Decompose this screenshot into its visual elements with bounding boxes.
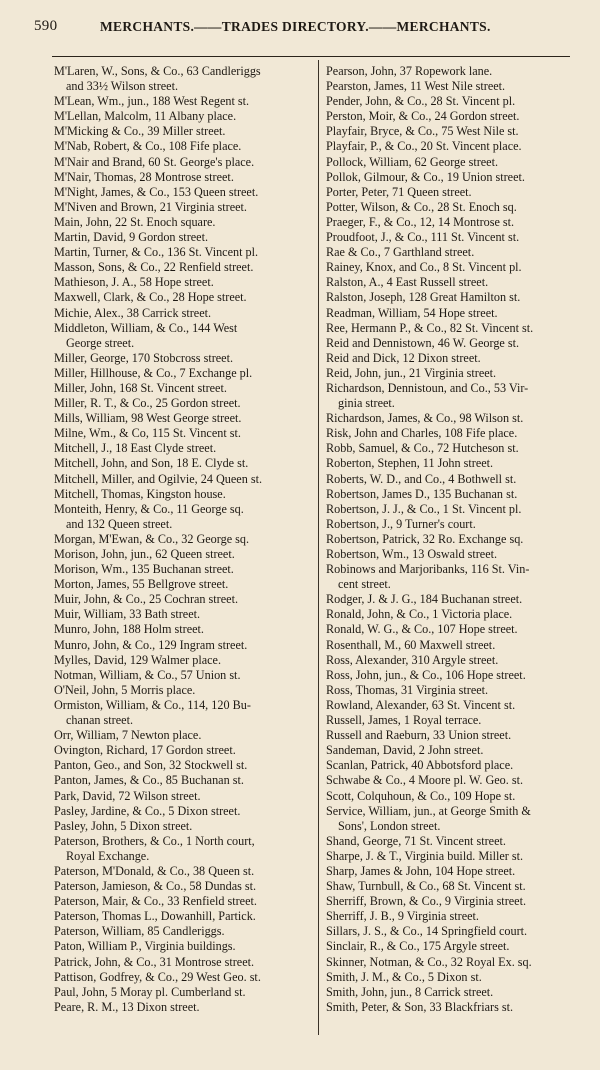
- directory-entry: Milne, Wm., & Co, 115 St. Vincent st.: [54, 426, 241, 441]
- directory-entry: Mitchell, John, and Son, 18 E. Clyde st.: [54, 456, 249, 471]
- directory-entry: Mitchell, Thomas, Kingston house.: [54, 486, 226, 501]
- directory-entry: Miller, Hillhouse, & Co., 7 Exchange pl.: [54, 365, 253, 380]
- directory-entry: Rodger, J. & J. G., 184 Buchanan street.: [326, 592, 523, 607]
- directory-entry: Pollok, Gilmour, & Co., 19 Union street.: [326, 169, 525, 184]
- directory-entry: Ross, John, jun., & Co., 106 Hope street.: [326, 667, 526, 682]
- directory-entry: Risk, John and Charles, 108 Fife place.: [326, 426, 518, 441]
- directory-entry: Rosenthall, M., 60 Maxwell street.: [326, 637, 496, 652]
- directory-entry: Smith, Peter, & Son, 33 Blackfriars st.: [326, 999, 514, 1014]
- directory-entry: Sillars, J. S., & Co., 14 Springfield court.: [326, 924, 528, 939]
- directory-entry: Pasley, Jardine, & Co., 5 Dixon street.: [54, 803, 241, 818]
- directory-entry: Smith, J. M., & Co., 5 Dixon st.: [326, 969, 482, 984]
- directory-entry: Maxwell, Clark, & Co., 28 Hope street.: [54, 290, 247, 305]
- directory-entry: M'Lean, Wm., jun., 188 West Regent st.: [54, 94, 250, 109]
- directory-entry: Sinclair, R., & Co., 175 Argyle street.: [326, 939, 510, 954]
- directory-entry: Scott, Colquhoun, & Co., 109 Hope st.: [326, 788, 516, 803]
- directory-entry: Patrick, John, & Co., 31 Montrose street.: [54, 954, 255, 969]
- directory-entry: Reid and Dick, 12 Dixon street.: [326, 350, 481, 365]
- directory-entry: Paterson, Brothers, & Co., 1 North court,: [54, 833, 255, 848]
- directory-entry: Paul, John, 5 Moray pl. Cumberland st.: [54, 984, 246, 999]
- directory-entry: Paton, William P., Virginia buildings.: [54, 939, 236, 954]
- directory-entry: Ross, Alexander, 310 Argyle street.: [326, 652, 499, 667]
- directory-entry: Playfair, Bryce, & Co., 75 West Nile st.: [326, 124, 519, 139]
- directory-entry: Robinows and Marjoribanks, 116 St. Vin-: [326, 562, 530, 577]
- directory-entry: Morison, John, jun., 62 Queen street.: [54, 547, 235, 561]
- directory-entry: Ovington, Richard, 17 Gordon street.: [54, 743, 236, 758]
- directory-entry: M'Lellan, Malcolm, 11 Albany place.: [54, 109, 237, 124]
- directory-entry: Richardson, Dennistoun, and Co., 53 Vir-: [326, 380, 529, 395]
- directory-entry: Paterson, Thomas L., Dowanhill, Partick.: [54, 909, 256, 924]
- directory-entry: ginia street.: [338, 396, 395, 411]
- directory-entry: Russell and Raeburn, 33 Union street.: [326, 728, 512, 743]
- directory-entry: Robertson, James D., 135 Buchanan st.: [326, 486, 518, 501]
- directory-entry: Pollock, William, 62 George street.: [326, 154, 499, 169]
- directory-entry: Roberton, Stephen, 11 John street.: [326, 456, 494, 471]
- directory-entry: George street.: [66, 335, 135, 350]
- directory-entry: Potter, Wilson, & Co., 28 St. Enoch sq.: [326, 199, 517, 214]
- directory-entry: Orr, William, 7 Newton place.: [54, 728, 202, 743]
- directory-entry: Readman, William, 54 Hope street.: [326, 305, 498, 320]
- directory-entry: Mitchell, J., 18 East Clyde street.: [54, 441, 217, 456]
- directory-entry: Smith, John, jun., 8 Carrick street.: [326, 984, 494, 999]
- directory-entry: Martin, David, 9 Gordon street.: [54, 230, 209, 245]
- directory-entry: Robb, Samuel, & Co., 72 Hutcheson st.: [326, 441, 519, 456]
- directory-entry: Robertson, J., 9 Turner's court.: [326, 516, 476, 531]
- directory-entry: Morgan, M'Ewan, & Co., 32 George sq.: [54, 531, 250, 546]
- directory-entry: Ross, Thomas, 31 Virginia street.: [326, 682, 489, 697]
- directory-entry: Reid and Dennistown, 46 W. George st.: [326, 335, 520, 350]
- directory-entry: Peare, R. M., 13 Dixon street.: [54, 999, 200, 1014]
- directory-entry: Sharpe, J. & T., Virginia build. Miller st.: [326, 848, 524, 863]
- directory-entry: Panton, Geo., and Son, 32 Stockwell st.: [54, 758, 248, 773]
- directory-entry: Ralston, Joseph, 128 Great Hamilton st.: [326, 290, 521, 305]
- column-divider: [318, 60, 319, 1035]
- directory-entry: M'Night, James, & Co., 153 Queen street.: [54, 184, 259, 199]
- directory-entry: Sons', London street.: [338, 818, 441, 833]
- directory-entry: Ree, Hermann P., & Co., 82 St. Vincent st.: [326, 320, 534, 335]
- directory-entry: M'Nair, Thomas, 28 Montrose street.: [54, 169, 234, 184]
- directory-entry: Robertson, Patrick, 32 Ro. Exchange sq.: [326, 531, 524, 546]
- page-number: 590: [34, 18, 58, 34]
- directory-entry: Mathieson, J. A., 58 Hope street.: [54, 275, 214, 290]
- directory-entry: Shand, George, 71 St. Vincent street.: [326, 833, 506, 848]
- header-rule: [52, 56, 570, 57]
- directory-entry: Mitchell, Miller, and Ogilvie, 24 Queen st.: [54, 471, 263, 486]
- directory-entry: Sharp, James & John, 104 Hope street.: [326, 863, 516, 878]
- directory-entry: Royal Exchange.: [66, 848, 150, 863]
- directory-entry: Rowland, Alexander, 63 St. Vincent st.: [326, 697, 516, 712]
- directory-entry: M'Micking & Co., 39 Miller street.: [54, 124, 226, 139]
- directory-entry: Morton, James, 55 Bellgrove street.: [54, 577, 229, 592]
- directory-entry: Main, John, 22 St. Enoch square.: [54, 214, 216, 229]
- directory-entry: Middleton, William, & Co., 144 West: [54, 320, 238, 335]
- directory-entry: Perston, Moir, & Co., 24 Gordon street.: [326, 109, 520, 124]
- directory-entry: Pearson, John, 37 Ropework lane.: [326, 64, 493, 78]
- directory-entry: Muir, John, & Co., 25 Cochran street.: [54, 592, 238, 607]
- directory-entry: Paterson, Mair, & Co., 33 Renfield street.: [54, 894, 257, 909]
- directory-entry: Ronald, John, & Co., 1 Victoria place.: [326, 607, 513, 622]
- directory-entry: M'Nab, Robert, & Co., 108 Fife place.: [54, 139, 242, 154]
- directory-entry: Miller, R. T., & Co., 25 Gordon street.: [54, 396, 241, 411]
- directory-entry: Miller, John, 168 St. Vincent street.: [54, 380, 227, 395]
- directory-entry: Martin, Turner, & Co., 136 St. Vincent pl.: [54, 245, 259, 260]
- directory-entry: Miller, George, 170 Stobcross street.: [54, 350, 234, 365]
- directory-entry: Ralston, A., 4 East Russell street.: [326, 275, 489, 290]
- directory-entry: Morison, Wm., 135 Buchanan street.: [54, 562, 234, 577]
- directory-entry: Pasley, John, 5 Dixon street.: [54, 818, 193, 833]
- page-header: [34, 18, 554, 46]
- directory-entry: Sherriff, Brown, & Co., 9 Virginia street.: [326, 894, 527, 909]
- directory-entry: Paterson, M'Donald, & Co., 38 Queen st.: [54, 863, 255, 878]
- directory-entry: Paterson, Jamieson, & Co., 58 Dundas st.: [54, 879, 257, 894]
- directory-entry: Muir, William, 33 Bath street.: [54, 607, 201, 622]
- directory-entry: M'Laren, W., Sons, & Co., 63 Candleriggs: [54, 64, 261, 78]
- right-column: [326, 64, 588, 1015]
- left-column: [54, 64, 316, 1015]
- directory-entry: Sandeman, David, 2 John street.: [326, 743, 484, 758]
- directory-entry: Notman, William, & Co., 57 Union st.: [54, 667, 241, 682]
- directory-entry: Mills, William, 98 West George street.: [54, 411, 242, 426]
- directory-entry: Playfair, P., & Co., 20 St. Vincent place.: [326, 139, 522, 154]
- directory-entry: Monteith, Henry, & Co., 11 George sq.: [54, 501, 244, 516]
- directory-entry: Richardson, James, & Co., 98 Wilson st.: [326, 411, 524, 426]
- directory-entry: Schwabe & Co., 4 Moore pl. W. Geo. st.: [326, 773, 524, 788]
- directory-entry: Paterson, William, 85 Candleriggs.: [54, 924, 225, 939]
- directory-entry: Park, David, 72 Wilson street.: [54, 788, 201, 803]
- directory-entry: Munro, John, & Co., 129 Ingram street.: [54, 637, 248, 652]
- directory-entry: Robertson, J. J., & Co., 1 St. Vincent pl.: [326, 501, 522, 516]
- directory-entry: Pattison, Godfrey, & Co., 29 West Geo. st.: [54, 969, 261, 984]
- directory-entry: Ormiston, William, & Co., 114, 120 Bu-: [54, 697, 251, 712]
- directory-entry: Robertson, Wm., 13 Oswald street.: [326, 547, 498, 561]
- directory-entry: Shaw, Turnbull, & Co., 68 St. Vincent st.: [326, 879, 526, 894]
- directory-entry: O'Neil, John, 5 Morris place.: [54, 682, 196, 697]
- directory-entry: Munro, John, 188 Holm street.: [54, 622, 204, 637]
- directory-entry: Pender, John, & Co., 28 St. Vincent pl.: [326, 94, 516, 109]
- directory-entry: Rainey, Knox, and Co., 8 St. Vincent pl.: [326, 260, 522, 275]
- directory-entry: M'Niven and Brown, 21 Virginia street.: [54, 199, 247, 214]
- directory-entry: Rae & Co., 7 Garthland street.: [326, 245, 475, 260]
- directory-entry: Skinner, Notman, & Co., 32 Royal Ex. sq.: [326, 954, 532, 969]
- directory-entry: Panton, James, & Co., 85 Buchanan st.: [54, 773, 244, 788]
- directory-entry: Pearston, James, 11 West Nile street.: [326, 79, 506, 94]
- directory-entry: Praeger, F., & Co., 12, 14 Montrose st.: [326, 214, 515, 229]
- directory-entry: Russell, James, 1 Royal terrace.: [326, 713, 482, 728]
- directory-entry: and 132 Queen street.: [66, 516, 173, 531]
- directory-entry: Mylles, David, 129 Walmer place.: [54, 652, 222, 667]
- directory-entry: Masson, Sons, & Co., 22 Renfield street.: [54, 260, 254, 275]
- directory-entry: chanan street.: [66, 713, 133, 728]
- directory-entry: and 33½ Wilson street.: [66, 79, 179, 94]
- directory-entry: Michie, Alex., 38 Carrick street.: [54, 305, 212, 320]
- directory-entry: Sherriff, J. B., 9 Virginia street.: [326, 909, 479, 924]
- directory-entry: Scanlan, Patrick, 40 Abbotsford place.: [326, 758, 514, 773]
- running-title: MERCHANTS.——TRADES DIRECTORY.——MERCHANTS.: [100, 19, 491, 34]
- directory-entry: Proudfoot, J., & Co., 111 St. Vincent st.: [326, 230, 520, 245]
- directory-entry: Service, William, jun., at George Smith &: [326, 803, 531, 818]
- directory-entry: M'Nair and Brand, 60 St. George's place.: [54, 154, 255, 169]
- directory-entry: Roberts, W. D., and Co., 4 Bothwell st.: [326, 471, 517, 486]
- directory-entry: Ronald, W. G., & Co., 107 Hope street.: [326, 622, 518, 637]
- directory-entry: Porter, Peter, 71 Queen street.: [326, 184, 472, 199]
- directory-entry: cent street.: [338, 577, 391, 592]
- directory-entry: Reid, John, jun., 21 Virginia street.: [326, 365, 497, 380]
